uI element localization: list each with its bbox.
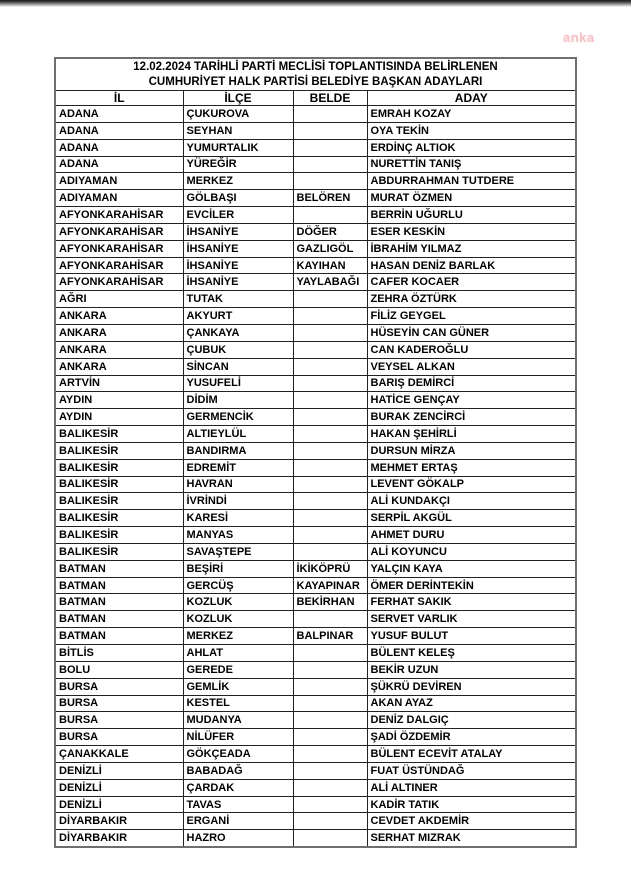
cell-aday: ABDURRAHMAN TUTDERE (367, 173, 576, 190)
cell-belde (293, 139, 367, 156)
cell-belde (293, 358, 367, 375)
cell-ilce: NİLÜFER (183, 729, 293, 746)
cell-il: BATMAN (55, 611, 183, 628)
cell-ilce: ÇUKUROVA (183, 106, 293, 123)
table-row (55, 779, 576, 796)
table-row (55, 442, 576, 459)
cell-il: AFYONKARAHİSAR (55, 223, 183, 240)
cell-belde (293, 341, 367, 358)
table-row (55, 628, 576, 645)
cell-aday: ZEHRA ÖZTÜRK (367, 291, 576, 308)
cell-belde (293, 106, 367, 123)
cell-belde (293, 796, 367, 813)
table-row (55, 645, 576, 662)
table-row (55, 156, 576, 173)
cell-il: BATMAN (55, 628, 183, 645)
cell-aday: HASAN DENİZ BARLAK (367, 257, 576, 274)
cell-il: ANKARA (55, 358, 183, 375)
cell-ilce: YÜREĞİR (183, 156, 293, 173)
cell-il: DİYARBAKIR (55, 830, 183, 847)
cell-il: BALIKESİR (55, 510, 183, 527)
table-row (55, 375, 576, 392)
table-row (55, 695, 576, 712)
cell-aday: YUSUF BULUT (367, 628, 576, 645)
table-row (55, 106, 576, 123)
cell-aday: DENİZ DALGIÇ (367, 712, 576, 729)
cell-ilce: TUTAK (183, 291, 293, 308)
cell-ilce: BANDIRMA (183, 442, 293, 459)
cell-belde (293, 527, 367, 544)
cell-il: AFYONKARAHİSAR (55, 207, 183, 224)
table-row (55, 493, 576, 510)
cell-il: AYDIN (55, 409, 183, 426)
cell-il: ANKARA (55, 308, 183, 325)
table-row (55, 830, 576, 847)
table-row (55, 257, 576, 274)
cell-belde (293, 459, 367, 476)
cell-il: ARTVİN (55, 375, 183, 392)
cell-ilce: GEMLİK (183, 678, 293, 695)
cell-ilce: YUMURTALIK (183, 139, 293, 156)
cell-aday: ÖMER DERİNTEKİN (367, 577, 576, 594)
cell-belde: KAYIHAN (293, 257, 367, 274)
cell-il: AFYONKARAHİSAR (55, 274, 183, 291)
table-row (55, 274, 576, 291)
cell-ilce: AKYURT (183, 308, 293, 325)
table-row (55, 813, 576, 830)
cell-il: BOLU (55, 661, 183, 678)
table-row (55, 560, 576, 577)
cell-belde: BELÖREN (293, 190, 367, 207)
cell-belde (293, 207, 367, 224)
cell-belde: YAYLABAĞI (293, 274, 367, 291)
cell-il: BALIKESİR (55, 442, 183, 459)
table-row (55, 796, 576, 813)
cell-aday: BEKİR UZUN (367, 661, 576, 678)
table-row (55, 543, 576, 560)
cell-ilce: TAVAS (183, 796, 293, 813)
cell-belde: BEKİRHAN (293, 594, 367, 611)
cell-ilce: YUSUFELİ (183, 375, 293, 392)
cell-il: BATMAN (55, 577, 183, 594)
cell-belde (293, 426, 367, 443)
table-row (55, 746, 576, 763)
cell-belde (293, 611, 367, 628)
cell-il: ÇANAKKALE (55, 746, 183, 763)
cell-ilce: AHLAT (183, 645, 293, 662)
table-row (55, 240, 576, 257)
cell-aday: HAKAN ŞEHİRLİ (367, 426, 576, 443)
cell-belde: DÖĞER (293, 223, 367, 240)
cell-belde (293, 762, 367, 779)
cell-il: BURSA (55, 695, 183, 712)
cell-aday: BÜLENT KELEŞ (367, 645, 576, 662)
cell-aday: BURAK ZENCİRCİ (367, 409, 576, 426)
cell-aday: CAFER KOCAER (367, 274, 576, 291)
cell-ilce: ÇUBUK (183, 341, 293, 358)
cell-aday: DURSUN MİRZA (367, 442, 576, 459)
cell-aday: ERDİNÇ ALTIOK (367, 139, 576, 156)
column-header-ilce: İLÇE (183, 91, 293, 106)
cell-ilce: MANYAS (183, 527, 293, 544)
cell-belde (293, 392, 367, 409)
table-row (55, 341, 576, 358)
table-row (55, 223, 576, 240)
cell-aday: ALİ KOYUNCU (367, 543, 576, 560)
title-row (55, 58, 576, 91)
table-row (55, 527, 576, 544)
cell-ilce: KOZLUK (183, 594, 293, 611)
cell-aday: BERRİN UĞURLU (367, 207, 576, 224)
table-row (55, 476, 576, 493)
table-row (55, 510, 576, 527)
cell-il: ANKARA (55, 341, 183, 358)
cell-il: ADANA (55, 156, 183, 173)
cell-belde: İKİKÖPRÜ (293, 560, 367, 577)
table-row (55, 594, 576, 611)
cell-belde (293, 324, 367, 341)
cell-ilce: HAZRO (183, 830, 293, 847)
cell-belde (293, 746, 367, 763)
cell-belde (293, 813, 367, 830)
table-row (55, 122, 576, 139)
cell-ilce: GÖLBAŞI (183, 190, 293, 207)
cell-belde: BALPINAR (293, 628, 367, 645)
column-header-belde: BELDE (293, 91, 367, 106)
cell-ilce: MERKEZ (183, 173, 293, 190)
cell-belde (293, 122, 367, 139)
cell-aday: SERVET VARLIK (367, 611, 576, 628)
table-row (55, 291, 576, 308)
cell-ilce: GEREDE (183, 661, 293, 678)
document-title-line1: 12.02.2024 TARİHLİ PARTİ MECLİSİ TOPLANTISINDA BELİRLENEN (133, 61, 498, 73)
cell-ilce: GERMENCİK (183, 409, 293, 426)
cell-ilce: ÇANKAYA (183, 324, 293, 341)
cell-belde (293, 291, 367, 308)
table-body (55, 106, 576, 848)
column-header-row (55, 91, 576, 106)
cell-ilce: İHSANİYE (183, 274, 293, 291)
cell-belde: KAYAPINAR (293, 577, 367, 594)
cell-aday: CAN KADEROĞLU (367, 341, 576, 358)
cell-il: AFYONKARAHİSAR (55, 257, 183, 274)
cell-ilce: İVRİNDİ (183, 493, 293, 510)
cell-aday: HATİCE GENÇAY (367, 392, 576, 409)
table-row (55, 190, 576, 207)
cell-il: BATMAN (55, 560, 183, 577)
cell-aday: VEYSEL ALKAN (367, 358, 576, 375)
cell-ilce: HAVRAN (183, 476, 293, 493)
cell-aday: MURAT ÖZMEN (367, 190, 576, 207)
cell-il: BALIKESİR (55, 459, 183, 476)
cell-aday: ALİ KUNDAKÇI (367, 493, 576, 510)
cell-aday: SERHAT MIZRAK (367, 830, 576, 847)
cell-aday: MEHMET ERTAŞ (367, 459, 576, 476)
cell-belde (293, 712, 367, 729)
cell-ilce: KOZLUK (183, 611, 293, 628)
cell-il: BİTLİS (55, 645, 183, 662)
cell-il: BURSA (55, 678, 183, 695)
cell-belde (293, 173, 367, 190)
table-row (55, 762, 576, 779)
cell-ilce: İHSANİYE (183, 223, 293, 240)
cell-aday: LEVENT GÖKALP (367, 476, 576, 493)
cell-il: BALIKESİR (55, 476, 183, 493)
table-row (55, 577, 576, 594)
cell-belde (293, 156, 367, 173)
document-title-line2: CUMHURİYET HALK PARTİSİ BELEDİYE BAŞKAN ADAYLARI (148, 75, 483, 88)
cell-ilce: MERKEZ (183, 628, 293, 645)
cell-aday: İBRAHİM YILMAZ (367, 240, 576, 257)
cell-belde (293, 493, 367, 510)
cell-il: DİYARBAKIR (55, 813, 183, 830)
cell-ilce: SAVAŞTEPE (183, 543, 293, 560)
table-row (55, 207, 576, 224)
cell-ilce: ÇARDAK (183, 779, 293, 796)
cell-ilce: ALTIEYLÜL (183, 426, 293, 443)
cell-il: ANKARA (55, 324, 183, 341)
table-row (55, 139, 576, 156)
cell-aday: CEVDET AKDEMİR (367, 813, 576, 830)
cell-aday: YALÇIN KAYA (367, 560, 576, 577)
cell-ilce: BABADAĞ (183, 762, 293, 779)
cell-belde (293, 409, 367, 426)
cell-aday: FUAT ÜSTÜNDAĞ (367, 762, 576, 779)
cell-ilce: GÖKÇEADA (183, 746, 293, 763)
cell-aday: AKAN AYAZ (367, 695, 576, 712)
cell-aday: FİLİZ GEYGEL (367, 308, 576, 325)
cell-ilce: MUDANYA (183, 712, 293, 729)
cell-belde (293, 645, 367, 662)
cell-ilce: KESTEL (183, 695, 293, 712)
cell-il: DENİZLİ (55, 779, 183, 796)
cell-il: ADIYAMAN (55, 173, 183, 190)
table-row (55, 173, 576, 190)
cell-ilce: ERGANİ (183, 813, 293, 830)
cell-belde (293, 661, 367, 678)
column-header-il: İL (55, 91, 183, 106)
screenshot-top-edge (0, 0, 631, 7)
cell-aday: ESER KESKİN (367, 223, 576, 240)
cell-il: BURSA (55, 712, 183, 729)
cell-aday: OYA TEKİN (367, 122, 576, 139)
table-row (55, 611, 576, 628)
cell-il: BATMAN (55, 594, 183, 611)
cell-ilce: DİDİM (183, 392, 293, 409)
cell-belde (293, 510, 367, 527)
cell-ilce: BEŞİRİ (183, 560, 293, 577)
table-row (55, 459, 576, 476)
cell-ilce: İHSANİYE (183, 240, 293, 257)
table-row (55, 358, 576, 375)
cell-il: AFYONKARAHİSAR (55, 240, 183, 257)
cell-il: ADANA (55, 122, 183, 139)
cell-il: ADANA (55, 106, 183, 123)
cell-aday: ALİ ALTINER (367, 779, 576, 796)
cell-ilce: KARESİ (183, 510, 293, 527)
cell-aday: SERPİL AKGÜL (367, 510, 576, 527)
cell-il: ADIYAMAN (55, 190, 183, 207)
cell-ilce: İHSANİYE (183, 257, 293, 274)
anka-watermark: anka (563, 30, 595, 45)
cell-belde (293, 308, 367, 325)
cell-ilce: SEYHAN (183, 122, 293, 139)
cell-belde (293, 729, 367, 746)
cell-ilce: SİNCAN (183, 358, 293, 375)
table-row (55, 308, 576, 325)
cell-belde (293, 476, 367, 493)
cell-aday: HÜSEYİN CAN GÜNER (367, 324, 576, 341)
cell-il: DENİZLİ (55, 796, 183, 813)
cell-belde (293, 678, 367, 695)
candidate-list-table (54, 57, 577, 848)
cell-belde (293, 830, 367, 847)
cell-aday: KADİR TATIK (367, 796, 576, 813)
document-title (55, 58, 576, 91)
cell-aday: ŞÜKRÜ DEVİREN (367, 678, 576, 695)
table-row (55, 324, 576, 341)
table-row (55, 661, 576, 678)
cell-aday: AHMET DURU (367, 527, 576, 544)
cell-il: BURSA (55, 729, 183, 746)
cell-il: AĞRI (55, 291, 183, 308)
table-row (55, 426, 576, 443)
cell-belde (293, 375, 367, 392)
cell-ilce: GERCÜŞ (183, 577, 293, 594)
cell-aday: BÜLENT ECEVİT ATALAY (367, 746, 576, 763)
cell-aday: ŞADİ ÖZDEMİR (367, 729, 576, 746)
table-row (55, 678, 576, 695)
cell-aday: NURETTİN TANIŞ (367, 156, 576, 173)
cell-il: ADANA (55, 139, 183, 156)
cell-il: AYDIN (55, 392, 183, 409)
cell-il: BALIKESİR (55, 426, 183, 443)
cell-il: DENİZLİ (55, 762, 183, 779)
table-row (55, 712, 576, 729)
cell-ilce: EDREMİT (183, 459, 293, 476)
cell-il: BALIKESİR (55, 543, 183, 560)
cell-belde (293, 695, 367, 712)
cell-aday: EMRAH KOZAY (367, 106, 576, 123)
column-header-aday: ADAY (367, 91, 576, 106)
table-row (55, 392, 576, 409)
cell-belde: GAZLIGÖL (293, 240, 367, 257)
cell-belde (293, 779, 367, 796)
cell-belde (293, 543, 367, 560)
cell-aday: FERHAT SAKIK (367, 594, 576, 611)
cell-il: BALIKESİR (55, 527, 183, 544)
table-row (55, 729, 576, 746)
cell-belde (293, 442, 367, 459)
cell-aday: BARIŞ DEMİRCİ (367, 375, 576, 392)
cell-il: BALIKESİR (55, 493, 183, 510)
cell-ilce: EVCİLER (183, 207, 293, 224)
table-row (55, 409, 576, 426)
